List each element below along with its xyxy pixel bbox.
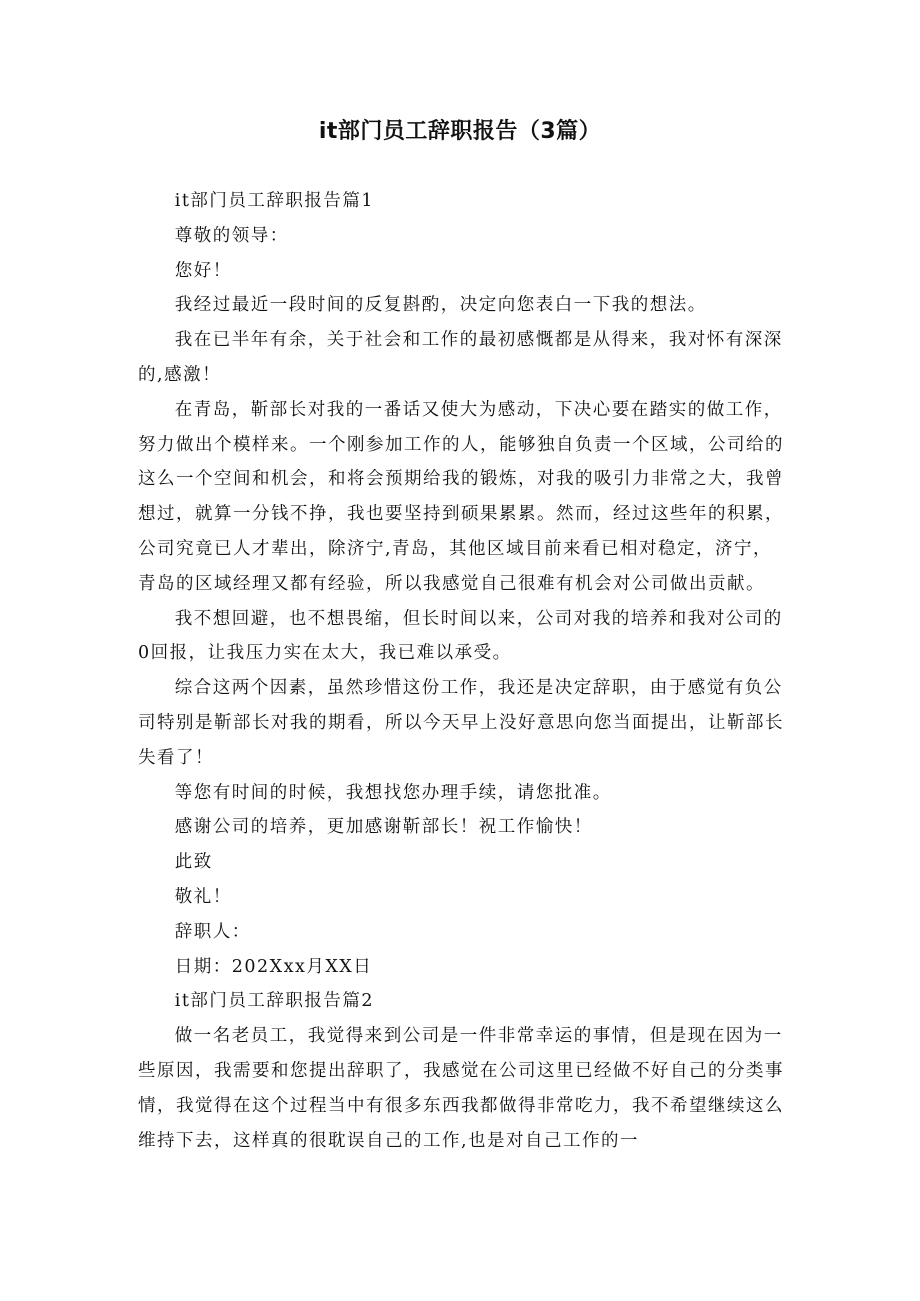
paragraph: 做一名老员工，我觉得来到公司是一件非常幸运的事情，但是现在因为一些原因，我需要和您提出辞职了，我感觉在公司这里已经做不好自己的分类事情，我觉得在这个过程当中有很多东西我都做得非常吃力，我不希望继续这么维持下去，这样真的很耽误自己的工作,也是对自己工作的一 bbox=[138, 1026, 784, 1151]
paragraph: 等您有时间的时候，我想找您办理手续，请您批准。 bbox=[174, 782, 612, 803]
section-heading-1: it部门员工辞职报告篇1 bbox=[174, 191, 375, 211]
paragraph: 我不想回避，也不想畏缩，但长时间以来，公司对我的培养和我对公司的0回报，让我压力实在太大，我已难以承受。 bbox=[138, 608, 783, 664]
paragraph: 我在已半年有余，关于社会和工作的最初感慨都是从得来，我对怀有深深的,感激！ bbox=[138, 330, 783, 385]
signature-label: 辞职人： bbox=[174, 921, 251, 942]
paragraph: 感谢公司的培养，更加感谢靳部长！祝工作愉快！ bbox=[174, 817, 593, 838]
closing-salute: 敬礼！ bbox=[174, 886, 232, 907]
paragraph: 综合这两个因素，虽然珍惜这份工作，我还是决定辞职，由于感觉有负公司特别是靳部长对我的期看，所以今天早上没好意思向您当面提出，让靳部长失看了！ bbox=[138, 678, 784, 768]
section-heading-2: it部门员工辞职报告篇2 bbox=[174, 991, 375, 1012]
closing-line: 此致 bbox=[174, 852, 213, 873]
salutation: 尊敬的领导： bbox=[174, 225, 289, 246]
greeting: 您好！ bbox=[174, 260, 232, 281]
document-title: it部门员工辞职报告（3篇） bbox=[318, 119, 602, 144]
paragraph: 我经过最近一段时间的反复斟酌，决定向您表白一下我的想法。 bbox=[174, 295, 707, 316]
document-body bbox=[138, 184, 788, 1158]
date-line: 日期：202Xxx月XX日 bbox=[174, 956, 373, 977]
paragraph: 在青岛，靳部长对我的一番话又使大为感动，下决心要在踏实的做工作，努力做出个模样来。一个刚参加工作的人，能够独自负责一个区域，公司给的这么一个空间和机会，和将会预期给我的锻炼，对我的吸引力非常之大，我曾想过，就算一分钱不挣，我也要坚持到硕果累累。然而，经过这些年的积累，公司究竟已人才辈出，除济宁,青岛，其他区域目前来看已相对稳定，济宁，青岛的区域经理又都有经验，所以我感觉自己很难有机会对公司做出贡献。 bbox=[138, 399, 784, 594]
